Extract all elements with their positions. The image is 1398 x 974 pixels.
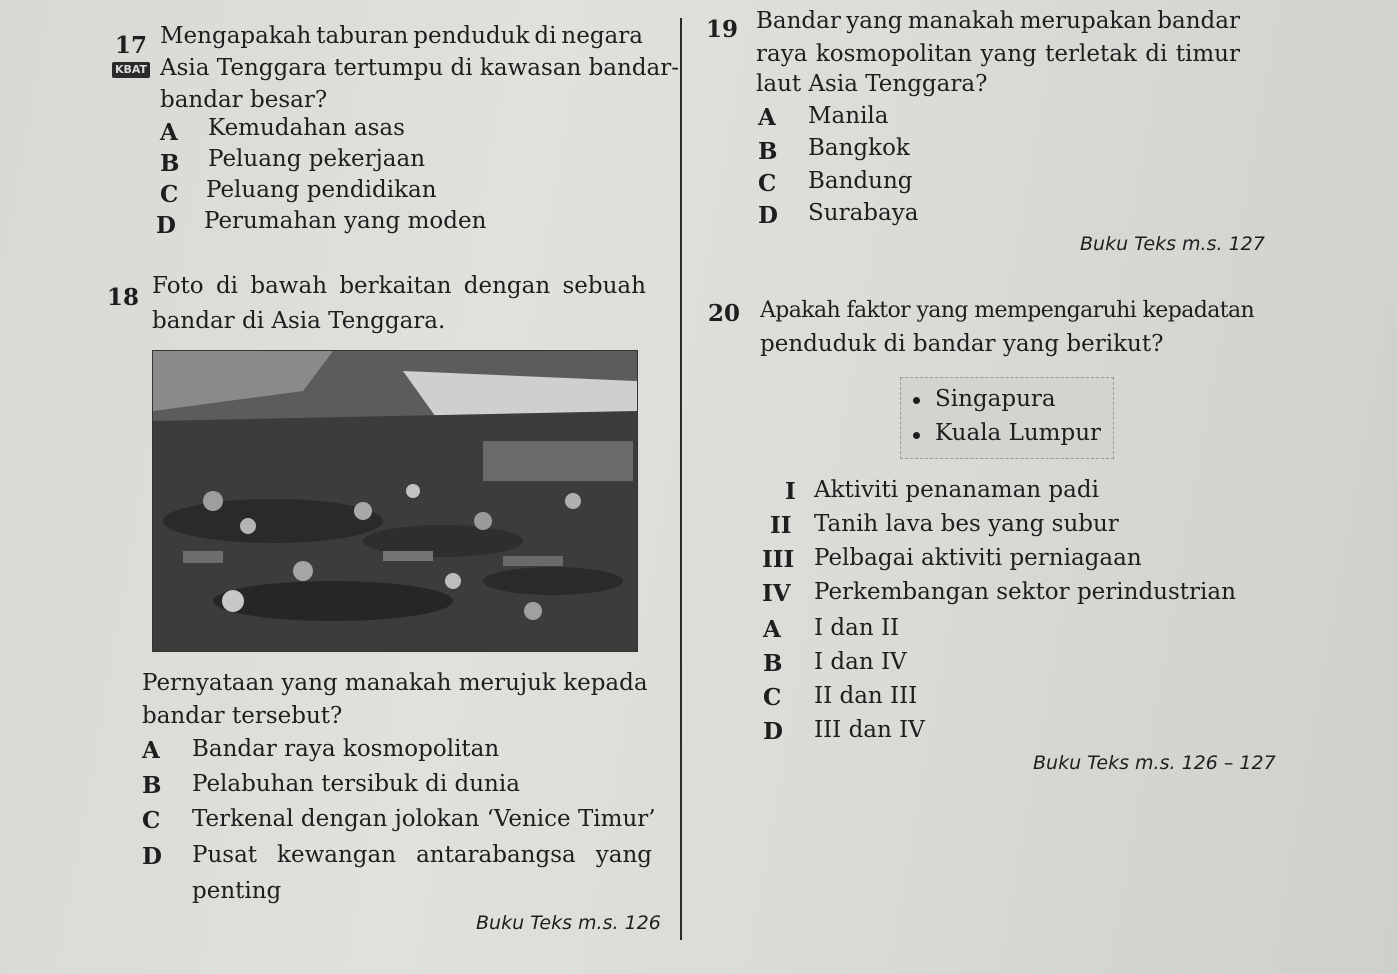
q20-stem-line2: penduduk di bandar yang berikut?	[760, 331, 1164, 357]
q18-option-b-letter: B	[142, 772, 162, 799]
q19-option-d-letter: D	[758, 202, 778, 229]
q20-statement-ii-roman: II	[770, 512, 792, 539]
q20-statement-iii-roman: III	[762, 546, 795, 573]
q20-option-b-text: I dan IV	[814, 649, 907, 675]
q18-stem-line1	[152, 272, 646, 300]
word: bawah	[250, 273, 328, 299]
q19-number: 19	[706, 16, 739, 43]
kbat-badge: KBAT	[112, 62, 150, 78]
word: Foto	[152, 273, 204, 299]
q19-option-b-letter: B	[758, 138, 778, 165]
q17-stem-line3: bandar besar?	[160, 87, 328, 113]
bullet-icon	[913, 432, 920, 439]
word: bandar	[1157, 8, 1240, 34]
word: yang	[980, 41, 1037, 67]
q20-statement-iv-text: Perkembangan sektor perindustrian	[814, 579, 1236, 605]
q17-option-d-letter: D	[156, 212, 176, 239]
q17-option-a-letter: A	[160, 119, 178, 146]
word: sebuah	[562, 273, 646, 299]
q18-option-b-text: Pelabuhan tersibuk di dunia	[192, 771, 520, 797]
q19-option-b-text: Bangkok	[808, 135, 910, 161]
q18-stem-line2: bandar di Asia Tenggara.	[152, 308, 446, 334]
q18-option-c-text: Terkenal dengan jolokan ‘Venice Timur’	[192, 806, 656, 832]
q17-option-c-text: Peluang pendidikan	[206, 177, 437, 203]
word: terletak	[1045, 41, 1137, 67]
word: raya	[756, 41, 808, 67]
q19-option-c-letter: C	[758, 170, 777, 197]
q20-statement-i-roman: I	[785, 478, 796, 505]
word: negara	[561, 23, 643, 49]
q19-option-c-text: Bandung	[808, 168, 913, 194]
bullet-icon	[913, 397, 920, 404]
word: yang	[595, 842, 652, 868]
word: Pusat	[192, 842, 258, 868]
q17-option-c-letter: C	[160, 181, 179, 208]
q18-question-line2: bandar tersebut?	[142, 703, 343, 729]
q20-statement-iii-text: Pelbagai aktiviti perniagaan	[814, 545, 1142, 571]
word: Bandar	[756, 8, 841, 34]
q19-stem-line2	[756, 40, 1240, 68]
q20-statement-ii-text: Tanih lava bes yang subur	[814, 511, 1119, 537]
floating-market-photo	[152, 350, 638, 652]
q17-option-b-text: Peluang pekerjaan	[208, 146, 426, 172]
q19-source: Buku Teks m.s. 127	[1080, 233, 1265, 255]
word: kewangan	[277, 842, 397, 868]
word: di	[1145, 41, 1168, 67]
q19-option-a-letter: A	[758, 104, 776, 131]
q19-stem-line1	[756, 7, 1240, 35]
q20-option-c-letter: C	[763, 684, 782, 711]
q20-number: 20	[708, 300, 741, 327]
q18-option-a-text: Bandar raya kosmopolitan	[192, 736, 500, 762]
q17-stem-line2: Asia Tenggara tertumpu di kawasan bandar-	[160, 55, 680, 81]
word: manakah	[907, 8, 1015, 34]
q20-option-b-letter: B	[763, 650, 783, 677]
word: taburan	[316, 23, 409, 49]
q20-source: Buku Teks m.s. 126 – 127	[1033, 752, 1276, 774]
word: antarabangsa	[416, 842, 576, 868]
q17-stem-line1	[160, 22, 643, 50]
q18-option-d-continuation: penting	[192, 878, 282, 904]
word: Mengapakah	[160, 23, 312, 49]
column-divider	[680, 18, 682, 940]
q20-option-a-letter: A	[763, 616, 781, 643]
q17-number: 17	[115, 32, 148, 59]
word: dengan	[463, 273, 551, 299]
word: penduduk	[413, 23, 530, 49]
q18-option-d-text	[192, 841, 652, 869]
word: kosmopolitan	[815, 41, 973, 67]
q19-option-d-text: Surabaya	[808, 200, 919, 226]
word: di	[215, 273, 239, 299]
q19-option-a-text: Manila	[808, 103, 889, 129]
q18-option-a-letter: A	[142, 737, 160, 764]
word: timur	[1175, 41, 1240, 67]
city-kuala-lumpur: Kuala Lumpur	[935, 420, 1102, 446]
q17-option-d-text: Perumahan yang moden	[204, 208, 487, 234]
q20-option-c-text: II dan III	[814, 683, 918, 709]
q17-option-a-text: Kemudahan asas	[208, 115, 405, 141]
q20-statement-i-text: Aktiviti penanaman padi	[814, 477, 1099, 503]
q18-source: Buku Teks m.s. 126	[476, 912, 661, 934]
q20-option-d-text: III dan IV	[814, 717, 925, 743]
q20-option-d-letter: D	[763, 718, 783, 745]
cities-box	[900, 377, 1114, 459]
q20-stem-line1: Apakah faktor yang mempengaruhi kepadatan	[760, 298, 1255, 323]
q18-option-d-letter: D	[142, 843, 162, 870]
q18-option-c-letter: C	[142, 807, 161, 834]
q20-option-a-text: I dan II	[814, 615, 900, 641]
word: di	[534, 23, 557, 49]
q20-statement-iv-roman: IV	[762, 580, 791, 607]
word: yang	[846, 8, 903, 34]
word: berkaitan	[339, 273, 452, 299]
word: merupakan	[1019, 8, 1152, 34]
q17-option-b-letter: B	[160, 150, 180, 177]
city-singapura: Singapura	[935, 386, 1056, 412]
q18-question-line1: Pernyataan yang manakah merujuk kepada	[142, 670, 648, 696]
floating-market-image	[153, 351, 637, 651]
q18-number: 18	[107, 284, 140, 311]
q19-stem-line3: laut Asia Tenggara?	[756, 71, 988, 97]
